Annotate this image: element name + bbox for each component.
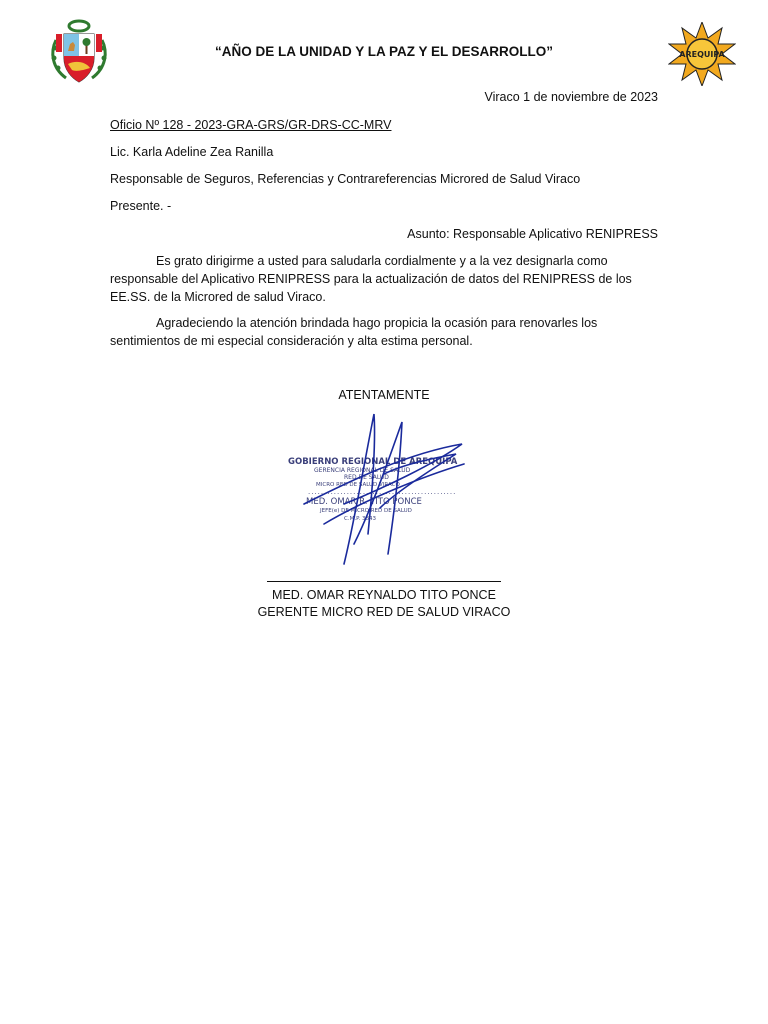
stamp-line-6: JEFE(e) DE MICRO RED DE SALUD <box>320 508 412 514</box>
stamp-line-5: MED. OMAR R. TITO PONCE <box>306 497 422 507</box>
stamp-line-7: C.M.P. 3843 <box>344 516 377 522</box>
body-paragraph-2 <box>110 314 658 350</box>
recipient-name: Lic. Karla Adeline Zea Ranilla <box>110 145 274 159</box>
stamp-line-4: MICRO RED DE SALUD VIRACO <box>316 482 400 488</box>
body-paragraph-1-text: Es grato dirigirme a usted para saludarla cordialmente y a la vez designarla como responsable del Aplicativo RENIPRESS para la actualización de datos del RENIPRESS de los EE.SS. de la Microred de salud Viraco. <box>110 254 632 304</box>
subject-line: Asunto: Responsable Aplicativo RENIPRESS <box>407 227 658 241</box>
place-date: Viraco 1 de noviembre de 2023 <box>484 90 658 104</box>
presente-line: Presente. - <box>110 199 172 213</box>
signer-name: MED. OMAR REYNALDO TITO PONCE <box>272 588 496 602</box>
logo-text: AREQUIPA <box>679 50 725 59</box>
body-paragraph-1 <box>110 252 658 306</box>
recipient-role: Responsable de Seguros, Referencias y Contrareferencias Microred de Salud Viraco <box>110 172 581 186</box>
document-motto: “AÑO DE LA UNIDAD Y LA PAZ Y EL DESARROLLO” <box>214 44 554 59</box>
document-reference: Oficio Nº 128 - 2023-GRA-GRS/GR-DRS-CC-MRV <box>110 118 392 132</box>
closing-atentamente: ATENTAMENTE <box>338 388 430 402</box>
arequipa-sun-logo-icon <box>668 22 736 86</box>
stamp-line-3: RED DE SALUD <box>344 474 389 481</box>
body-paragraph-2-text: Agradeciendo la atención brindada hago propicia la ocasión para renovarles los sentimientos de mi especial consideración y alta estima personal. <box>110 316 598 348</box>
signature-line <box>267 581 501 582</box>
stamp-line-1: GOBIERNO REGIONAL DE AREQUIPA <box>288 457 458 467</box>
official-stamp-signature <box>284 404 474 570</box>
signer-title: GERENTE MICRO RED DE SALUD VIRACO <box>257 605 511 619</box>
svg-text:..............................: .............................................. <box>308 488 457 496</box>
stamp-line-2: GERENCIA REGIONAL DE SALUD <box>314 467 411 474</box>
